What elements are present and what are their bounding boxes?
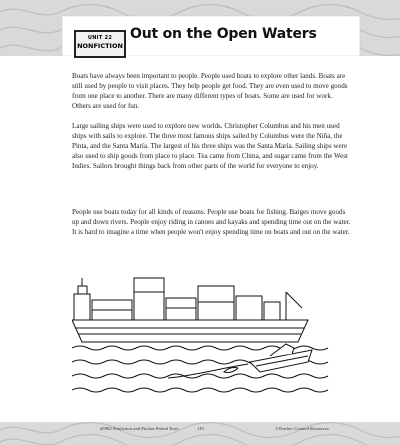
cargo-ship-and-speedboat-illustration (72, 258, 332, 413)
paragraph-text: Boats have always been important to people. People used boats to explore other lands. Boats are still used by people to visit places. They help people get food. They are even used to move goods from one place to another. There are many different types of boats. Some are used for work. Others are used for fun. (72, 72, 348, 110)
paragraph-3 (72, 207, 352, 237)
unit-badge (74, 30, 126, 58)
footer-publisher: ©Teacher Created Resources (275, 426, 329, 431)
footer-page-number: 119 (197, 426, 204, 431)
footer-book-title: #3992 Nonfiction and Fiction Paired Texts (100, 426, 179, 431)
unit-genre: NONFICTION (77, 42, 123, 50)
paragraph-text: People use boats today for all kinds of reasons. People use boats for fishing. Barges move goods up and down rivers. People enjoy riding in canoes and kayaks and spending time out on the water. It is hard to imagine a time when people won't enjoy spending time on boats and out on the water. (72, 208, 351, 236)
paragraph-1 (72, 71, 352, 111)
paragraph-text: Large sailing ships were used to explore new worlds. Christopher Columbus and his men used ships with sails to explore. The three most famous ships sailed by Columbus were the Niña, the Pinta, and the Santa María. The largest of his three ships was the Santa María. Sailing ships were also used to ship goods from place to place. Tea came from China, and sugar came from the West Indies. Sailors brought things back from other parts of the world for everyone to enjoy. (72, 122, 349, 170)
paragraph-2 (72, 121, 352, 171)
page-title: Out on the Open Waters (130, 26, 317, 42)
unit-number: UNIT 22 (87, 35, 113, 41)
